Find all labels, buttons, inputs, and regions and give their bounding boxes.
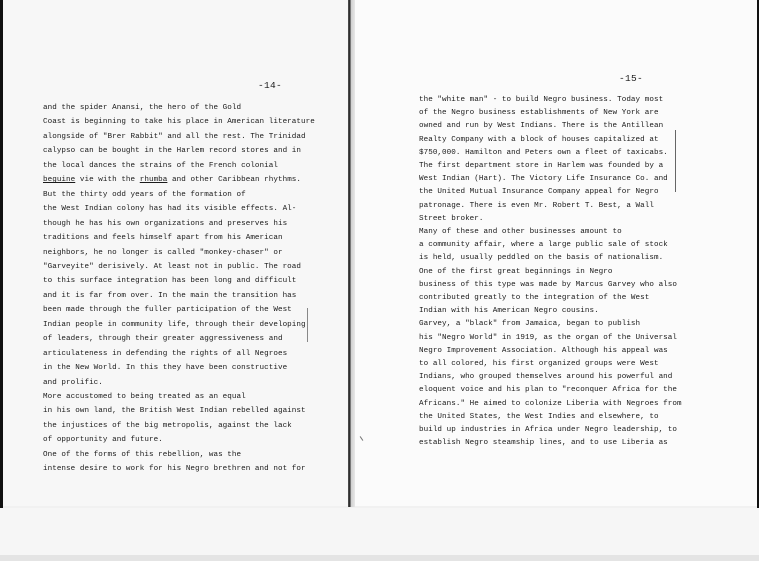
text-line: The first department store in Harlem was founded by a xyxy=(419,162,664,170)
right-page xyxy=(355,0,757,506)
text-line: One of the first great beginnings in Negro xyxy=(419,267,613,276)
scan-bottom-edge xyxy=(0,555,759,561)
text-line: Africans." He aimed to colonize Liberia with Negroes from xyxy=(419,399,682,408)
text-line: intense desire to work for his Negro brethren and not for xyxy=(43,465,306,474)
text-line: of the Negro business establishments of New York are xyxy=(419,109,659,118)
text-line: patronage. There is even Mr. Robert T. Best, a Wall xyxy=(419,201,654,210)
text-line: West Indian (Hart). The Victory Life Insurance Co. and xyxy=(419,175,668,184)
text-line: the local dances the strains of the French colonial xyxy=(43,161,278,170)
text-line: calypso can be bought in the Harlem record stores and in xyxy=(43,147,301,156)
page-number-left: -14- xyxy=(258,80,283,91)
text-line: Realty Company with a block of houses capitalized at xyxy=(419,135,659,144)
text-line: "Garveyite" derisively. At least not in public. The road xyxy=(43,262,301,271)
text-line: Indians, who grouped themselves around his powerful and xyxy=(419,373,673,382)
text-line: More accustomed to being treated as an equal xyxy=(43,393,246,401)
text-line: is held, usually peddled on the basis of nationalism. xyxy=(419,254,664,263)
text-line: owned and run by West Indians. There is the Antillean xyxy=(419,122,664,131)
text-line: and it is far from over. In the main the transition has xyxy=(43,291,297,300)
text-line: of opportunity and future. xyxy=(43,436,163,445)
text-line: Coast is beginning to take his place in American literature xyxy=(43,118,315,127)
left-page xyxy=(3,0,348,506)
text-line: the "white man" - to build Negro business. Today most xyxy=(419,96,664,104)
text-line xyxy=(43,175,301,185)
page-number-right: -15- xyxy=(619,73,644,84)
pencil-mark xyxy=(307,308,308,342)
text-line: Street broker. xyxy=(419,214,484,223)
text-line: and the spider Anansi, the hero of the Gold xyxy=(43,104,242,112)
text-line: Garvey, a "black" from Jamaica, began to publish xyxy=(419,320,641,329)
text-line: business of this type was made by Marcus Garvey who also xyxy=(419,280,677,289)
text-line: build up industries in Africa under Negro leadership, to xyxy=(419,426,677,434)
text-line: neighbors, he no longer is called "monkey-chaser" or xyxy=(43,248,283,257)
text-line: One of the forms of this rebellion, was the xyxy=(43,450,242,459)
text-line: Many of these and other businesses amount to xyxy=(419,228,622,236)
text-line: traditions and feels himself apart from his American xyxy=(43,234,283,243)
text-line: But the thirty odd years of the formation of xyxy=(43,190,246,199)
text-line: of leaders, through their greater aggressiveness and xyxy=(43,335,283,344)
text-line: articulateness in defending the rights of all Negroes xyxy=(43,349,288,358)
text-line: $750,000. Hamilton and Peters own a fleet of taxicabs. xyxy=(419,148,668,157)
underlined-word: rhumba xyxy=(139,176,168,185)
margin-line xyxy=(675,130,676,192)
text-line: in his own land, the British West Indian rebelled against xyxy=(43,407,306,416)
text-line: and prolific. xyxy=(43,378,103,387)
text-segment: and other Caribbean rhythms. xyxy=(167,176,302,185)
text-line: to all colored, his first organized groups were West xyxy=(419,360,659,368)
text-line: the United States, the West Indies and elsewhere, to xyxy=(419,412,659,421)
text-line: a community affair, where a large public sale of stock xyxy=(419,241,668,250)
text-line: eloquent voice and his plan to "reconquer Africa for the xyxy=(419,386,677,395)
text-line: to this surface integration has been long and difficult xyxy=(43,277,297,286)
text-line: Indian people in community life, through their developing xyxy=(43,320,306,329)
scan-bottom-margin xyxy=(0,508,759,561)
text-line: the injustices of the big metropolis, against the lack xyxy=(43,421,292,430)
text-line: contributed greatly to the integration of the West xyxy=(419,294,650,302)
book-gutter xyxy=(348,0,355,507)
underlined-word: beguine xyxy=(43,176,76,185)
text-line: been made through the fuller participation of the West xyxy=(43,306,292,315)
text-line: the West Indian colony has had its visible effects. Al- xyxy=(43,205,297,214)
text-line: in the New World. In this they have been constructive xyxy=(43,364,288,373)
text-line: the United Mutual Insurance Company appeal for Negro xyxy=(419,188,659,197)
text-segment: vie with the xyxy=(75,176,140,185)
text-line: though he has his own organizations and preserves his xyxy=(43,219,288,228)
text-line: Negro Improvement Association. Although his appeal was xyxy=(419,346,668,355)
text-line: Indian with his American Negro cousins. xyxy=(419,307,599,316)
text-line: alongside of "Brer Rabbit" and all the rest. The Trinidad xyxy=(43,132,306,141)
text-line: his "Negro World" in 1919, as the organ of the Universal xyxy=(419,333,677,342)
text-line: establish Negro steamship lines, and to use Liberia as xyxy=(419,439,668,448)
margin-tick xyxy=(360,436,364,441)
